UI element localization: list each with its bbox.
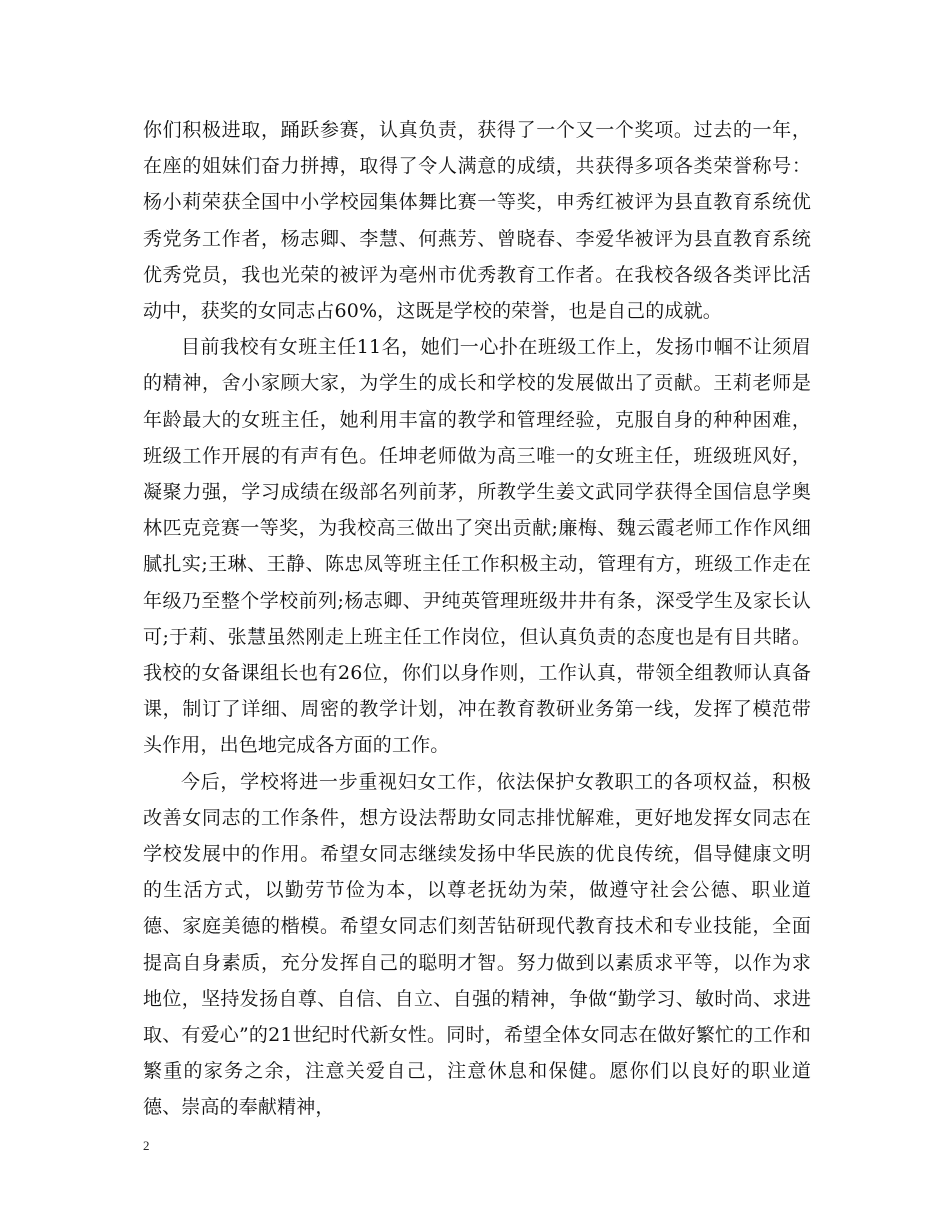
page-number: 2 [143, 1138, 150, 1153]
paragraph-future-expectations: 今后，学校将进一步重视妇女工作，依法保护女教职工的各项权益，积极改善女同志的工作条件，想方设法帮助女同志排忧解难，更好地发挥女同志在学校发展中的作用。希望女同志继续发扬中华民族的优良传统，倡导健康文明的生活方式，以勤劳节俭为本，以尊老抚幼为荣，做遵守社会公德、职业道德、家庭美德的楷模。希望女同志们刻苦钻研现代教育技术和专业技能，全面提高自身素质，充分发挥自己的聪明才智。努力做到以素质求平等，以作为求地位，坚持发扬自尊、自信、自立、自强的精神，争做“勤学习、敏时尚、求进取、有爱心”的21世纪时代新女性。同时，希望全体女同志在做好繁忙的工作和繁重的家务之余，注意关爱自己，注意休息和保健。愿你们以良好的职业道德、崇高的奉献精神， [143, 770, 811, 1119]
paragraph-awards-continued: 你们积极进取，踊跃参赛，认真负责，获得了一个又一个奖项。过去的一年，在座的姐妹们奋力拼搏，取得了令人满意的成绩，共获得多项各类荣誉称号：杨小莉荣获全国中小学校园集体舞比赛一等奖，申秀红被评为县直教育系统优秀党务工作者，杨志卿、李慧、何燕芳、曾晓春、李爱华被评为县直教育系统优秀党员，我也光荣的被评为亳州市优秀教育工作者。在我校各级各类评比活动中，获奖的女同志占60%，这既是学校的荣誉，也是自己的成就。 [143, 119, 811, 323]
paragraph-female-head-teachers: 目前我校有女班主任11名，她们一心扑在班级工作上，发扬巾帼不让须眉的精神，舍小家顾大家，为学生的成长和学校的发展做出了贡献。王莉老师是年龄最大的女班主任，她利用丰富的教学和管理经验，克服自身的种种困难，班级工作开展的有声有色。任坤老师做为高三唯一的女班主任，班级班风好，凝聚力强，学习成绩在级部名列前茅，所教学生姜文武同学获得全国信息学奥林匹克竞赛一等奖，为我校高三做出了突出贡献;廉梅、魏云霞老师工作作风细腻扎实;王琳、王静、陈忠凤等班主任工作积极主动，管理有方，班级工作走在年级乃至整个学校前列;杨志卿、尹纯英管理班级井井有条，深受学生及家长认可;于莉、张慧虽然刚走上班主任工作岗位，但认真负责的态度也是有目共睹。我校的女备课组长也有26位，你们以身作则，工作认真，带领全组教师认真备课，制订了详细、周密的教学计划，冲在教育教研业务第一线，发挥了模范带头作用，出色地完成各方面的工作。 [143, 336, 811, 757]
body-text [143, 112, 811, 1126]
